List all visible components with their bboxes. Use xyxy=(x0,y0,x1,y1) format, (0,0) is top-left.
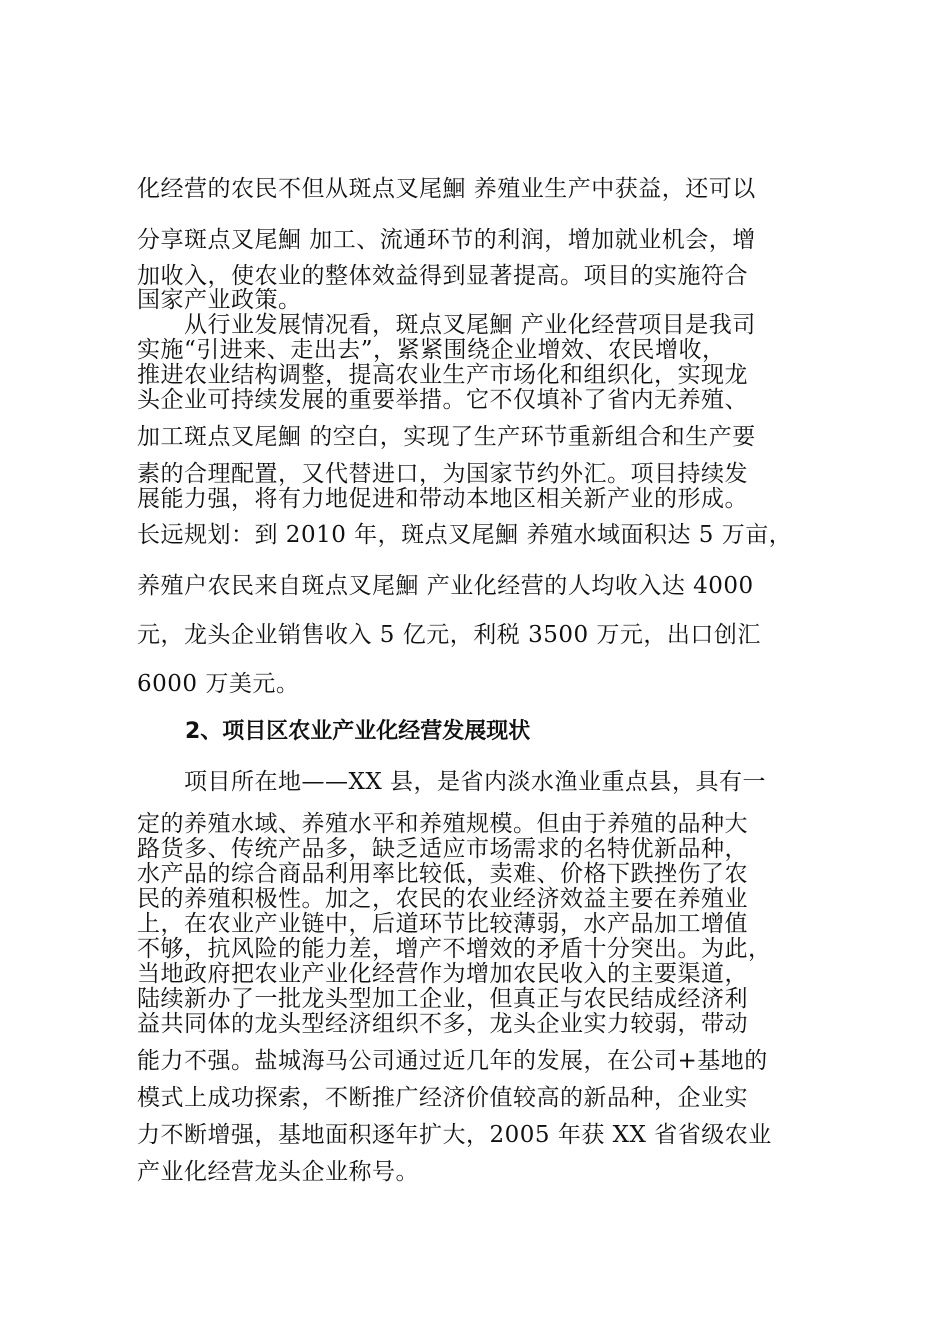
section-heading: 2、项目区农业产业化经营发展现状 xyxy=(185,719,531,744)
paragraph-line: 加工斑点叉尾鮰 的空白，实现了生产环节重新组合和生产要 xyxy=(137,424,756,450)
paragraph-line: 加收入，使农业的整体效益得到显著提高。项目的实施符合 xyxy=(137,263,748,289)
paragraph-line: 路货多、传统产品多，缺乏适应市场需求的名特优新品种， xyxy=(137,836,748,862)
paragraph-line: 养殖户农民来自斑点叉尾鮰 产业化经营的人均收入达 4000 xyxy=(137,573,754,599)
paragraph-line: 实施“引进来、走出去”，紧紧围绕企业增效、农民增收， xyxy=(137,337,726,363)
paragraph-line: 6000 万美元。 xyxy=(137,671,300,697)
paragraph-line: 头企业可持续发展的重要举措。它不仅填补了省内无养殖、 xyxy=(137,387,748,413)
paragraph-line: 上，在农业产业链中，后道环节比较薄弱，水产品加工增值 xyxy=(137,911,748,937)
paragraph-line: 民的养殖积极性。加之，农民的农业经济效益主要在养殖业 xyxy=(137,886,748,912)
paragraph-line: 陆续新办了一批龙头型加工企业，但真正与农民结成经济利 xyxy=(137,986,748,1012)
paragraph-line: 定的养殖水域、养殖水平和养殖规模。但由于养殖的品种大 xyxy=(137,811,748,837)
paragraph-line: 能力不强。盐城海马公司通过近几年的发展，在公司+基地的 xyxy=(137,1048,768,1074)
paragraph-line: 推进农业结构调整，提高农业生产市场化和组织化，实现龙 xyxy=(137,362,748,388)
paragraph-line: 不够，抗风险的能力差，增产不增效的矛盾十分突出。为此， xyxy=(137,936,772,962)
paragraph-line: 展能力强，将有力地促进和带动本地区相关新产业的形成。 xyxy=(137,486,748,512)
paragraph-line: 项目所在地——XX 县，是省内淡水渔业重点县，具有一 xyxy=(137,769,767,795)
paragraph-line: 产业化经营龙头企业称号。 xyxy=(137,1159,419,1185)
paragraph-line: 长远规划：到 2010 年，斑点叉尾鮰 养殖水域面积达 5 万亩， xyxy=(137,522,793,548)
paragraph-line: 模式上成功探索，不断推广经济价值较高的新品种，企业实 xyxy=(137,1085,748,1111)
paragraph-line: 当地政府把农业产业化经营作为增加农民收入的主要渠道， xyxy=(137,961,748,987)
paragraph-line: 益共同体的龙头型经济组织不多，龙头企业实力较弱，带动 xyxy=(137,1011,748,1037)
paragraph-line: 水产品的综合商品利用率比较低，卖难、价格下跌挫伤了农 xyxy=(137,861,748,887)
paragraph-line: 国家产业政策。 xyxy=(137,287,302,313)
paragraph-line: 化经营的农民不但从斑点叉尾鮰 养殖业生产中获益，还可以 xyxy=(137,176,756,202)
paragraph-line: 力不断增强，基地面积逐年扩大，2005 年获 XX 省省级农业 xyxy=(137,1122,772,1148)
paragraph-line: 分享斑点叉尾鮰 加工、流通环节的利润，增加就业机会，增 xyxy=(137,227,756,253)
paragraph-line: 从行业发展情况看，斑点叉尾鮰 产业化经营项目是我司 xyxy=(137,312,756,338)
paragraph-line: 素的合理配置，又代替进口，为国家节约外汇。项目持续发 xyxy=(137,461,748,487)
paragraph-line: 元，龙头企业销售收入 5 亿元，利税 3500 万元，出口创汇 xyxy=(137,622,761,648)
